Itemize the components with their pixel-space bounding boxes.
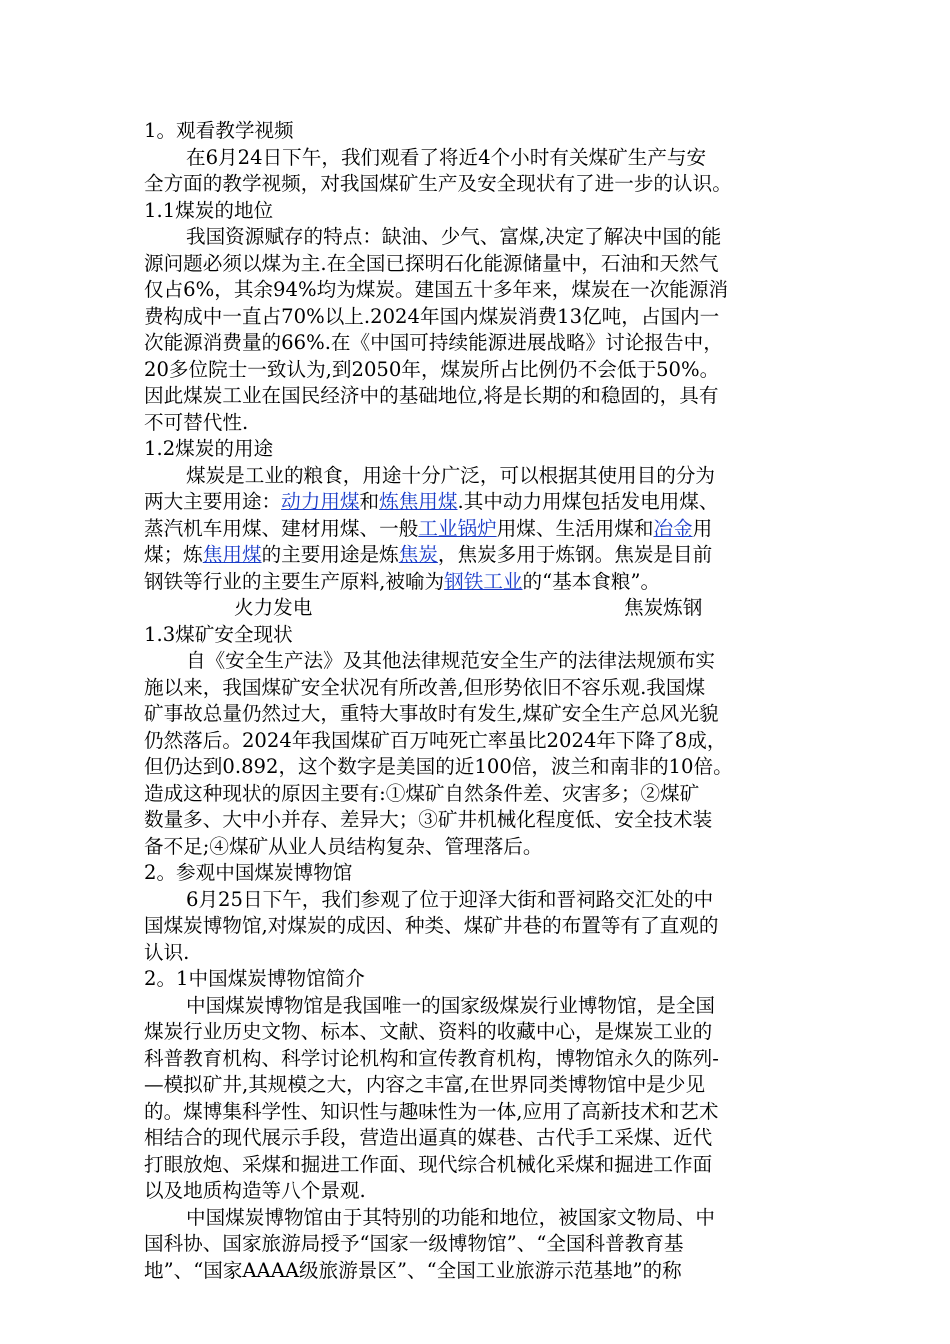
paragraph-line: 中国煤炭博物馆是我国唯一的国家级煤炭行业博物馆，是全国 — [186, 993, 716, 1017]
paragraph-line: 我国资源赋存的特点：缺油、少气、富煤,决定了解决中国的能 — [186, 225, 722, 248]
text: 的“基本食粮”。 — [522, 569, 661, 593]
image-captions — [144, 595, 819, 622]
link-industrial-boiler[interactable]: 工业锅炉 — [418, 516, 497, 540]
link-coking-use-coal[interactable]: 焦用煤 — [202, 543, 262, 566]
text: 用煤、生活用煤和 — [496, 516, 654, 540]
paragraph-line: 不可替代性. — [144, 410, 249, 434]
text: 的主要用途是炼 — [261, 543, 399, 566]
paragraph-line — [144, 516, 819, 543]
heading-2-1: 2。1中国煤炭博物馆简介 — [144, 967, 365, 990]
paragraph-line: 中国煤炭博物馆由于其特别的功能和地位，被国家文物局、中 — [186, 1205, 716, 1229]
link-coke[interactable]: 焦炭 — [398, 543, 438, 566]
paragraph-line — [144, 569, 819, 596]
paragraph-line: 仍然落后。2024年我国煤矿百万吨死亡率虽比2024年下降了8成， — [144, 728, 727, 752]
text: 煤；炼 — [144, 543, 203, 566]
paragraph-line: 煤炭是工业的粮食，用途十分广泛，可以根据其使用目的分为 — [186, 463, 716, 487]
paragraph-line — [144, 489, 819, 516]
paragraph-line: 6月25日下午，我们参观了位于迎泽大街和晋祠路交汇处的中 — [186, 887, 714, 911]
heading-1-3: 1.3煤矿安全现状 — [144, 622, 293, 646]
paragraph-line: 矿事故总量仍然过大，重特大事故时有发生,煤矿安全生产总风光貌 — [144, 702, 719, 725]
paragraph-line: 费构成中一直占70%以上.2024年国内煤炭消费13亿吨，占国内一 — [144, 304, 720, 328]
heading-1-2: 1.2煤炭的用途 — [144, 437, 274, 460]
paragraph-line: 相结合的现代展示手段，营造出逼真的媒巷、古代手工采煤、近代 — [144, 1126, 713, 1149]
paragraph-line: 备不足;④煤矿从业人员结构复杂、管理落后。 — [144, 834, 543, 858]
text: 钢铁等行业的主要生产原料,被喻为 — [144, 569, 445, 593]
paragraph-line: 数量多、大中小并存、差异大；③矿井机械化程度低、安全技术装 — [144, 808, 713, 831]
link-power-coal[interactable]: 动力用煤 — [281, 490, 360, 513]
paragraph-line: 认识. — [144, 940, 190, 964]
text: 和 — [359, 490, 380, 513]
paragraph-line: 煤炭行业历史文物、标本、文献、资料的收藏中心，是煤炭工业的 — [144, 1020, 713, 1043]
paragraph-line: 科普教育机构、科学讨论机构和宣传教育机构，博物馆永久的陈列- — [144, 1046, 719, 1070]
paragraph-line: 自《安全生产法》及其他法律规范安全生产的法律法规颁布实 — [186, 649, 716, 672]
paragraph-line: 施以来，我国煤矿安全状况有所改善,但形势依旧不容乐观.我国煤 — [144, 675, 706, 699]
link-steel-industry[interactable]: 钢铁工业 — [444, 569, 523, 593]
link-metallurgy[interactable]: 冶金 — [653, 516, 693, 540]
paragraph-line: 在6月24日下午，我们观看了将近4个小时有关煤矿生产与安 — [186, 145, 707, 169]
paragraph-line: 因此煤炭工业在国民经济中的基础地位,将是长期的和稳固的，具有 — [144, 384, 719, 407]
paragraph-line: 但仍达到0.892，这个数字是美国的近100倍，波兰和南非的10倍。 — [144, 755, 733, 778]
paragraph-line: 20多位院士一致认为,到2050年，煤炭所占比例仍不会低于50%。 — [144, 357, 720, 381]
paragraph-line: 全方面的教学视频，对我国煤矿生产及安全现状有了进一步的认识。 — [144, 172, 732, 195]
caption-thermal-power: 火力发电 — [234, 596, 313, 619]
caption-coke-steel: 焦炭炼钢 — [624, 596, 703, 619]
paragraph-line: 次能源消费量的66%.在《中国可持续能源进展战略》讨论报告中， — [144, 331, 723, 354]
paragraph-line: —模拟矿井,其规模之大，内容之丰富,在世界同类博物馆中是少见 — [144, 1073, 706, 1096]
paragraph-line: 打眼放炮、采煤和掘进工作面、现代综合机械化采煤和掘进工作面 — [144, 1152, 713, 1176]
paragraph-line: 的。煤博集科学性、知识性与趣味性为一体,应用了高新技术和艺术 — [144, 1099, 719, 1123]
text: ，焦炭多用于炼钢。焦炭是目前 — [437, 543, 713, 566]
heading-1-1: 1.1煤炭的地位 — [144, 198, 274, 222]
text: .其中动力用煤包括发电用煤、 — [457, 490, 719, 513]
text: 两大主要用途： — [144, 490, 282, 513]
paragraph-line: 造成这种现状的原因主要有:①煤矿自然条件差、灾害多；②煤矿 — [144, 781, 700, 805]
paragraph-line: 仅占6%，其余94%均为煤炭。建国五十多年来，煤炭在一次能源消 — [144, 278, 729, 301]
text: 用 — [692, 516, 713, 540]
paragraph-line — [144, 542, 819, 569]
link-coking-coal[interactable]: 炼焦用煤 — [379, 490, 458, 513]
heading-1: 1。观看教学视频 — [144, 119, 294, 142]
paragraph-line: 国科协、国家旅游局授予“国家一级博物馆”、“全国科普教育基 — [144, 1232, 684, 1255]
document-page — [144, 118, 819, 1284]
paragraph-line: 以及地质构造等八个景观. — [144, 1179, 366, 1202]
heading-2: 2。参观中国煤炭博物馆 — [144, 861, 353, 884]
paragraph-line: 源问题必须以煤为主.在全国已探明石化能源储量中，石油和天然气 — [144, 251, 719, 275]
paragraph-line: 国煤炭博物馆,对煤炭的成因、种类、煤矿井巷的布置等有了直观的 — [144, 914, 719, 937]
paragraph-line: 地”、“国家AAAA级旅游景区”、“全国工业旅游示范基地”的称 — [144, 1258, 682, 1282]
text: 蒸汽机车用煤、建材用煤、一般 — [144, 516, 419, 540]
